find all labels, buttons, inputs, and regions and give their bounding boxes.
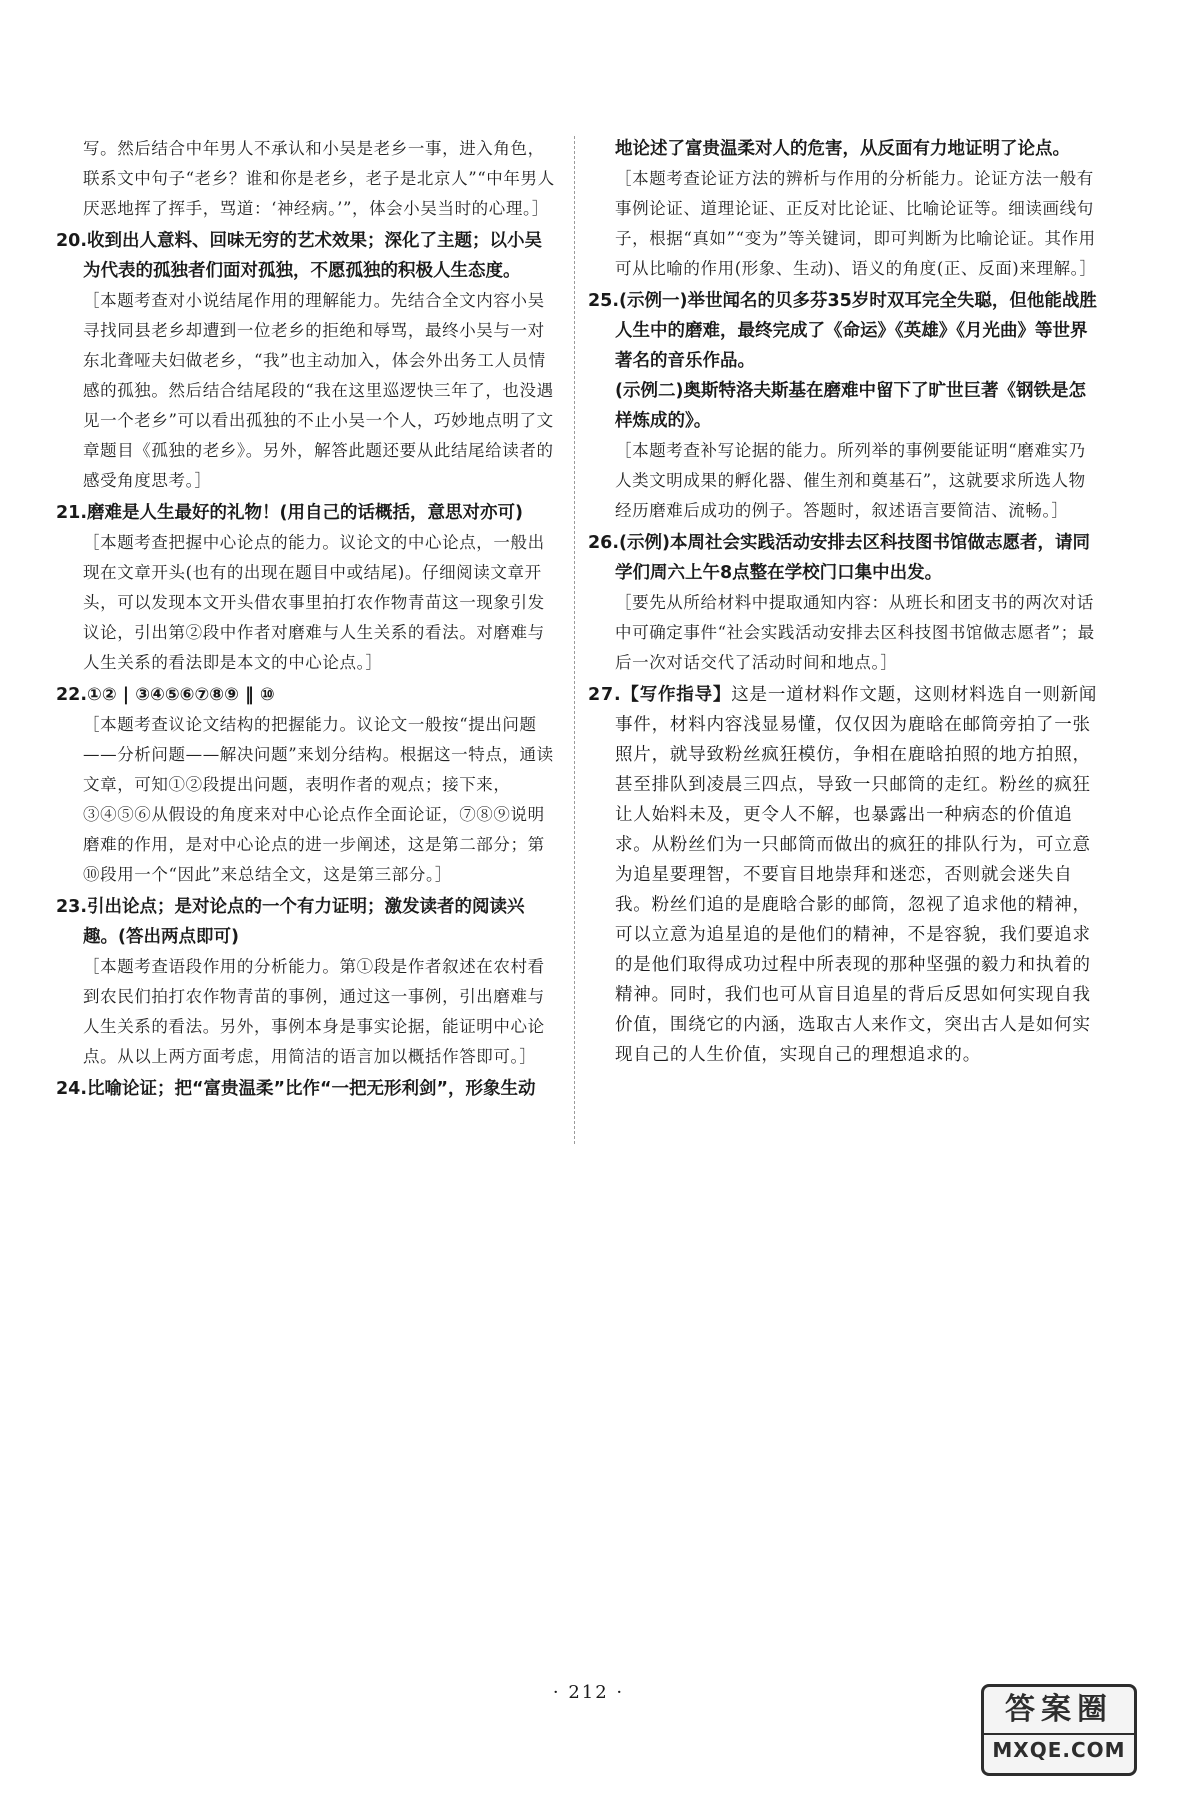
answer-text: 磨难是人生最好的礼物！(用自己的话概括，意思对亦可) <box>87 503 524 523</box>
question-27 <box>588 680 1101 1070</box>
right-column <box>588 134 1101 1070</box>
answer-text: 比喻论证；把“富贵温柔”比作“一把无形利剑”，形象生动 <box>87 1079 536 1099</box>
answer-text: ①② | ③④⑤⑥⑦⑧⑨ ‖ ⑩ <box>87 685 275 705</box>
question-number: 24. <box>56 1079 88 1099</box>
question-number: 20. <box>56 231 88 251</box>
answer-text: 引出论点；是对论点的一个有力证明；激发读者的阅读兴趣。(答出两点即可) <box>83 897 525 947</box>
question-23 <box>56 892 556 952</box>
watermark-url: MXQE.COM <box>984 1733 1134 1765</box>
question-24 <box>56 1074 556 1104</box>
question-number: 22. <box>56 685 88 705</box>
question-21 <box>56 498 556 528</box>
answer-text: 收到出人意料、回味无穷的艺术效果；深化了主题；以小吴为代表的孤独者们面对孤独，不愿孤独的积极人生态度。 <box>83 231 543 281</box>
q23-explanation: ［本题考查语段作用的分析能力。第①段是作者叙述在农村看到农民们拍打农作物青苗的事例，通过这一事例，引出磨难与人生关系的看法。另外，事例本身是事实论据，能证明中心论点。从以上两方面考虑，用简洁的语言加以概括作答即可。］ <box>83 957 545 1066</box>
question-number: 27. <box>588 685 622 705</box>
q22-explanation: ［本题考查议论文结构的把握能力。议论文一般按“提出问题——分析问题——解决问题”来划分结构。根据这一特点，通读文章，可知①②段提出问题，表明作者的观点；接下来，③④⑤⑥从假设的角度来对中心论点作全面论证，⑦⑧⑨说明磨难的作用，是对中心论点的进一步阐述，这是第二部分；第⑩段用一个“因此”来总结全文，这是第三部分。］ <box>83 715 554 884</box>
page-number: · 212 · <box>552 1682 625 1703</box>
column-divider <box>574 136 575 1144</box>
question-22 <box>56 680 556 710</box>
answer-text: (示例)本周社会实践活动安排去区科技图书馆做志愿者，请同学们周六上午8点整在学校门口集中出发。 <box>615 533 1091 583</box>
writing-guide-tag: 【写作指导】 <box>621 685 732 705</box>
q25-explanation: ［本题考查补写论据的能力。所列举的事例要能证明“磨难实乃人类文明成果的孵化器、催生剂和奠基石”，这就要求所选人物经历磨难后成功的例子。答题时，叙述语言要简洁、流畅。］ <box>615 441 1086 520</box>
q26-explanation: ［要先从所给材料中提取通知内容：从班长和团支书的两次对话中可确定事件“社会实践活动安排去区科技图书馆做志愿者”；最后一次对话交代了活动时间和地点。］ <box>615 593 1095 672</box>
question-number: 26. <box>588 533 620 553</box>
watermark-logo <box>981 1684 1137 1776</box>
left-column <box>56 134 556 1104</box>
question-number: 25. <box>588 291 620 311</box>
question-25 <box>588 286 1101 376</box>
watermark-title: 答案圈 <box>1005 1692 1113 1727</box>
q21-explanation: ［本题考查把握中心论点的能力。议论文的中心论点，一般出现在文章开头(也有的出现在题目中或结尾)。仔细阅读文章开头，可以发现本文开头借农事里拍打农作物青苗这一现象引发议论，引出第②段中作者对磨难与人生关系的看法。对磨难与人生关系的看法即是本文的中心论点。］ <box>83 533 545 672</box>
question-number: 21. <box>56 503 88 523</box>
answer-text: (示例一)举世闻名的贝多芬35岁时双耳完全失聪，但他能战胜人生中的磨难，最终完成了《命运》《英雄》《月光曲》等世界著名的音乐作品。 <box>615 291 1097 371</box>
q24-answer-continued: 地论述了富贵温柔对人的危害，从反面有力地证明了论点。 <box>615 139 1070 159</box>
q20-explanation: ［本题考查对小说结尾作用的理解能力。先结合全文内容小吴寻找同县老乡却遭到一位老乡的拒绝和辱骂，最终小吴与一对东北聋哑夫妇做老乡，“我”也主动加入，体会外出务工人员情感的孤独。然后结合结尾段的“我在这里巡逻快三年了，也没遇见一个老乡”可以看出孤独的不止小吴一个人，巧妙地点明了文章题目《孤独的老乡》。另外，解答此题还要从此结尾给读者的感受角度思考。］ <box>83 291 554 490</box>
question-26 <box>588 528 1101 588</box>
q25-answer-example-2: (示例二)奥斯特洛夫斯基在磨难中留下了旷世巨著《钢铁是怎样炼成的》。 <box>615 381 1086 431</box>
q24-explanation: ［本题考查论证方法的辨析与作用的分析能力。论证方法一般有事例论证、道理论证、正反对比论证、比喻论证等。细读画线句子，根据“真如”“变为”等关键词，即可判断为比喻论证。其作用可从比喻的作用(形象、生动)、语义的角度(正、反面)来理解。］ <box>615 169 1097 278</box>
question-20 <box>56 226 556 286</box>
question-number: 23. <box>56 897 88 917</box>
writing-guide-text: 这是一道材料作文题，这则材料选自一则新闻事件，材料内容浅显易懂，仅仅因为鹿晗在邮筒旁拍了一张照片，就导致粉丝疯狂模仿，争相在鹿晗拍照的地方拍照，甚至排队到凌晨三四点，导致一只邮筒的走红。粉丝的疯狂让人始料未及，更令人不解，也暴露出一种病态的价值追求。从粉丝们为一只邮筒而做出的疯狂的排队行为，可立意为追星要理智，不要盲目地崇拜和迷恋，否则就会迷失自我。粉丝们追的是鹿晗合影的邮筒，忽视了追求他的精神，可以立意为追星追的是他们的精神，不是容貌，我们要追求的是他们取得成功过程中所表现的那种坚强的毅力和执着的精神。同时，我们也可从盲目追星的背后反思如何实现自我价值，围绕它的内涵，选取古人来作文，突出古人是如何实现自己的人生价值，实现自己的理想追求的。 <box>615 685 1098 1065</box>
q19-explanation-continued: 写。然后结合中年男人不承认和小吴是老乡一事，进入角色，联系文中句子“老乡？谁和你是老乡，老子是北京人”“中年男人厌恶地挥了挥手，骂道：‘神经病。’”，体会小吴当时的心理。］ <box>83 139 555 218</box>
